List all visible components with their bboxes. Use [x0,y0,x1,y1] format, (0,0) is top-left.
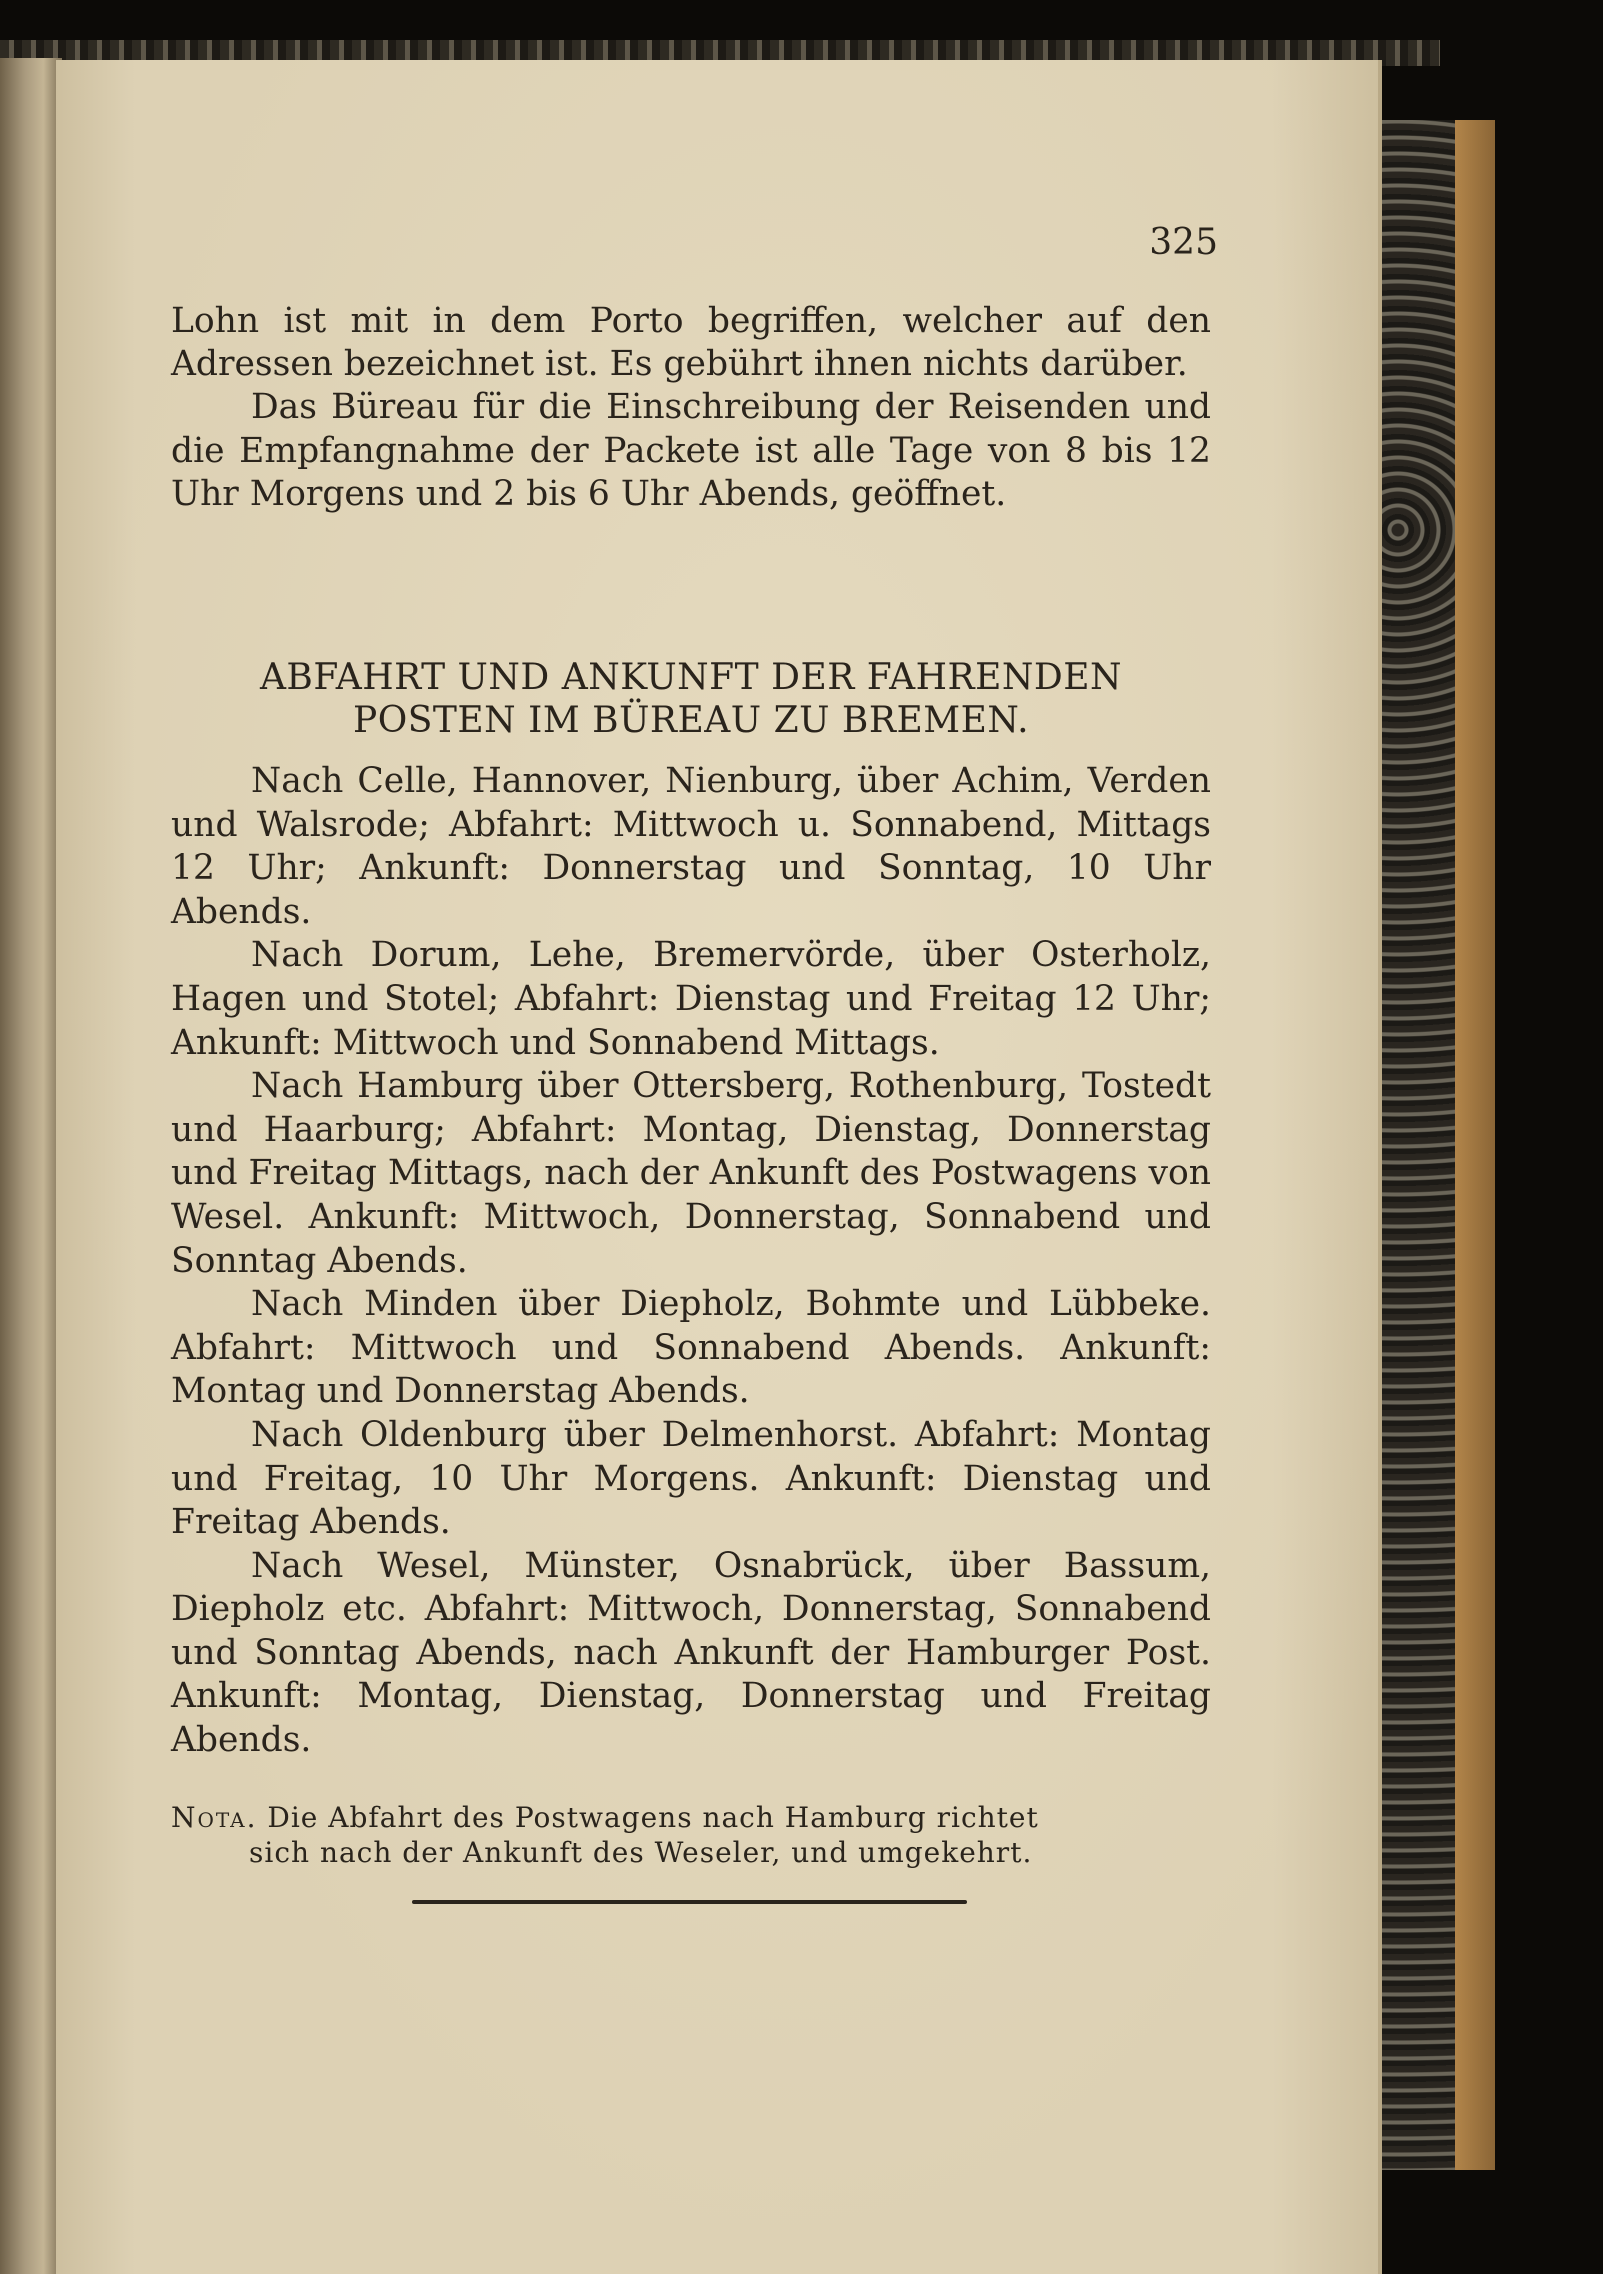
intro-paragraph-1: Lohn ist mit in dem Porto begriffen, welcher auf den Adressen bezeichnet ist. Es gebührt ihnen nichts darüber. [171,301,1211,385]
schedule-entry-celle: Nach Celle, Hannover, Nienburg, über Achim, Verden und Walsrode; Abfahrt: Mittwoch u. Sonnabend, Mittags 12 Uhr; Ankunft: Donnerstag und Sonntag, 10 Uhr Abends. [171,761,1211,932]
intro-text [171,300,1211,516]
left-page-edge [0,58,62,2274]
schedule-entry-dorum: Nach Dorum, Lehe, Bremervörde, über Osterholz, Hagen und Stotel; Abfahrt: Dienstag und Freitag 12 Uhr; Ankunft: Mittwoch und Sonnabend Mittags. [171,935,1211,1063]
schedule-entry-minden: Nach Minden über Diepholz, Bohmte und Lübbeke. Abfahrt: Mittwoch und Sonnabend Abends. Ankunft: Montag und Donnerstag Abends. [171,1284,1211,1412]
schedule-entry-oldenburg: Nach Oldenburg über Delmenhorst. Abfahrt: Montag und Freitag, 10 Uhr Morgens. Ankunft: Dienstag und Freitag Abends. [171,1414,1211,1543]
book-cover-edge [1455,120,1495,2170]
nota-label: Nota. [171,1801,258,1834]
page-number: 325 [1149,222,1218,263]
nota-footnote [171,1800,1221,1870]
nota-line-2: sich nach der Ankunft des Weseler, und umgekehrt. [249,1836,1033,1869]
heading-line-2: POSTEN IM BÜREAU ZU BREMEN. [352,700,1030,741]
intro-paragraph-2: Das Büreau für die Einschreibung der Reisenden und die Empfangnahme der Packete ist alle Tage von 8 bis 12 Uhr Morgens und 2 bis 6 Uhr Abends, geöffnet. [171,387,1211,514]
nota-line-1: Die Abfahrt des Postwagens nach Hamburg richtet [267,1801,1039,1834]
closing-rule [412,1900,967,1904]
schedule-entry-hamburg: Nach Hamburg über Ottersberg, Rothenburg, Tostedt und Haarburg; Abfahrt: Montag, Dienstag, Donnerstag und Freitag Mittags, nach der Ankunft des Postwagens von Wesel. Ankunft: Mittwoch, Donnerstag, Sonnabend und Sonntag Abends. [171,1066,1211,1281]
heading-line-1: ABFAHRT UND ANKUNFT DER FAHRENDEN [259,657,1123,698]
schedule-entry-wesel: Nach Wesel, Münster, Osnabrück, über Bassum, Diepholz etc. Abfahrt: Mittwoch, Donnerstag, Sonnabend und Sonntag Abends, nach Ankunft der Hamburger Post. Ankunft: Montag, Dienstag, Donnerstag und Freitag Abends. [171,1545,1211,1761]
section-heading [171,656,1211,742]
schedule-list [171,760,1211,1763]
